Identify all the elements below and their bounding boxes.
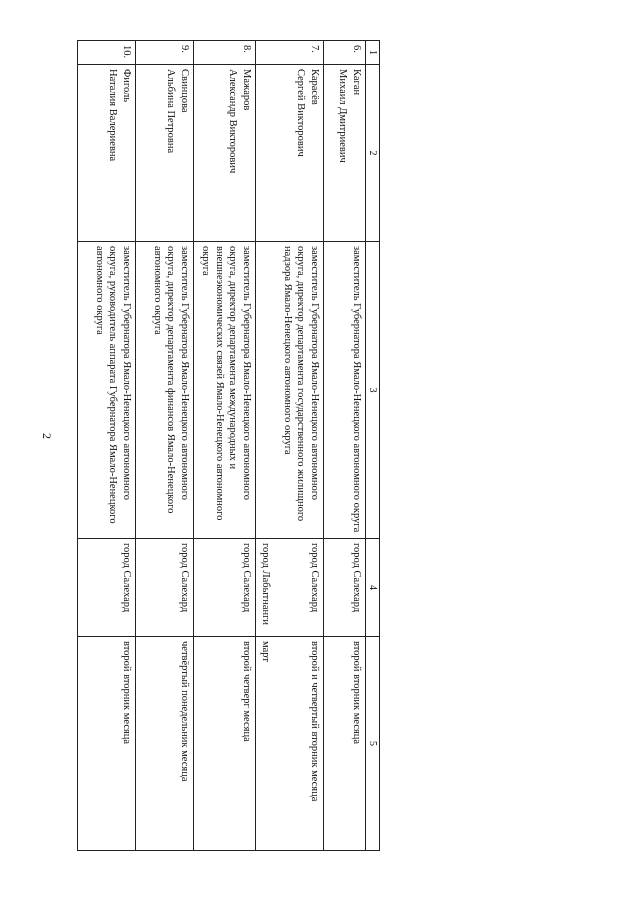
table-row bbox=[136, 41, 194, 851]
row-number: 6. bbox=[324, 41, 366, 65]
person-position: заместитель Губернатора Ямало-Ненецкого автономного округа, руководитель аппарата Губернатора Ямало-Ненецкого автономного округа bbox=[78, 242, 136, 539]
reception-place-cell bbox=[256, 539, 324, 637]
row-number: 8. bbox=[194, 41, 256, 65]
reception-schedule: второй вторник месяца bbox=[78, 637, 136, 851]
person-position: заместитель Губернатора Ямало-Ненецкого автономного округа, директор департамента государственного жилищного надзора Ямало-Ненецкого автономного округа bbox=[256, 242, 324, 539]
person-name: Мажаров Александр Викторович bbox=[194, 65, 256, 242]
person-name: Фиголь Наталия Валериевна bbox=[78, 65, 136, 242]
header-row bbox=[366, 41, 380, 851]
person-position: заместитель Губернатора Ямало-Ненецкого автономного округа, директор департамента финансов Ямало-Ненецкого автономного округа bbox=[136, 242, 194, 539]
person-position: заместитель Губернатора Ямало-Ненецкого автономного округа bbox=[324, 242, 366, 539]
table-row bbox=[78, 41, 136, 851]
table-container bbox=[80, 40, 380, 850]
reception-place: город Салехард bbox=[324, 539, 366, 637]
reception-place: город Салехард bbox=[136, 539, 194, 637]
schedule-table bbox=[77, 40, 380, 851]
reception-schedule: второй вторник месяца bbox=[324, 637, 366, 851]
header-col-2: 2 bbox=[366, 65, 380, 242]
reception-schedule: второй четверг месяца bbox=[194, 637, 256, 851]
table-row bbox=[256, 41, 324, 851]
person-position: заместитель Губернатора Ямало-Ненецкого автономного округа, директор департамента международных и внешнеэкономических связей Ямало-Ненецкого автономного округа bbox=[194, 242, 256, 539]
header-col-3: 3 bbox=[366, 242, 380, 539]
person-name: Свинцова Альбина Петровна bbox=[136, 65, 194, 242]
page-number: 2 bbox=[40, 433, 54, 439]
row-number: 10. bbox=[78, 41, 136, 65]
reception-schedule: второй и четвертый вторник месяца bbox=[309, 641, 320, 802]
reception-place-extra: город Лабытнанги bbox=[259, 543, 271, 626]
row-number: 7. bbox=[256, 41, 324, 65]
reception-schedule-extra: март bbox=[259, 641, 271, 662]
reception-schedule-cell bbox=[256, 637, 324, 851]
person-name: Карасёв Сергей Викторович bbox=[256, 65, 324, 242]
header-col-5: 5 bbox=[366, 637, 380, 851]
reception-place: город Салехард bbox=[194, 539, 256, 637]
reception-place: город Салехард bbox=[309, 543, 320, 613]
header-col-4: 4 bbox=[366, 539, 380, 637]
row-number: 9. bbox=[136, 41, 194, 65]
header-col-1: 1 bbox=[366, 41, 380, 65]
reception-place: город Салехард bbox=[78, 539, 136, 637]
table-row bbox=[194, 41, 256, 851]
person-name: Каган Михаил Дмитриевич bbox=[324, 65, 366, 242]
reception-schedule: четвёртый понедельник месяца bbox=[136, 637, 194, 851]
table-row bbox=[324, 41, 366, 851]
